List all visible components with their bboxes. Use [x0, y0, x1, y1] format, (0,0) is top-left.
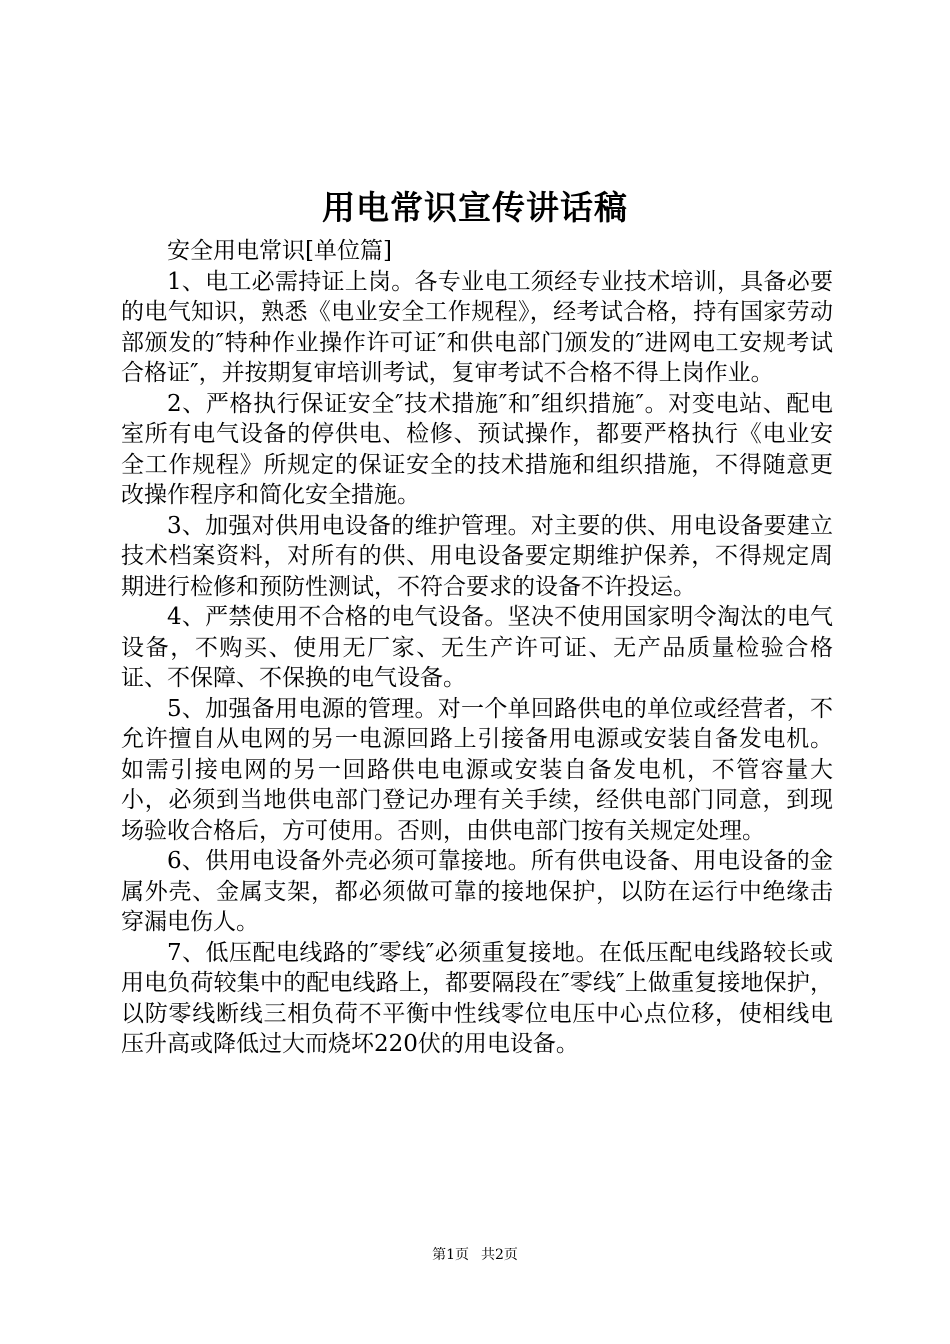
paragraph-5: 5、加强备用电源的管理。对一个单回路供电的单位或经营者，不允许擅自从电网的另一电源回路上引接备用电源或安装自备发电机。如需引接电网的另一回路供电电源或安装自备发电机，不管容量大小，必须到当地供电部门登记办理有关手续，经供电部门同意，到现场验收合格后，方可使用。否则，由供电部门按有关规定处理。 [121, 695, 833, 844]
paragraph-7: 7、低压配电线路的″零线″必须重复接地。在低压配电线路较长或用电负荷较集中的配电线路上，都要隔段在″零线″上做重复接地保护，以防零线断线三相负荷不平衡中性线零位电压中心点位移，使相线电压升高或降低过大而烧坏220伏的用电设备。 [121, 939, 833, 1057]
page-number: 第1页 [432, 1247, 469, 1263]
page-footer [0, 1244, 950, 1264]
paragraph-2: 2、严格执行保证安全″技术措施″和″组织措施″。对变电站、配电室所有电气设备的停供电、检修、预试操作，都要严格执行《电业安全工作规程》所规定的保证安全的技术措施和组织措施，不得随意更改操作程序和简化安全措施。 [121, 390, 833, 508]
paragraph-4: 4、严禁使用不合格的电气设备。坚决不使用国家明令淘汰的电气设备，不购买、使用无厂家、无生产许可证、无产品质量检验合格证、不保障、不保换的电气设备。 [121, 604, 833, 691]
page-total: 共2页 [481, 1247, 518, 1263]
document-subtitle: 安全用电常识[单位篇] [167, 238, 392, 264]
document-title: 用电常识宣传讲话稿 [322, 188, 628, 227]
paragraph-6: 6、供用电设备外壳必须可靠接地。所有供电设备、用电设备的金属外壳、金属支架，都必须做可靠的接地保护，以防在运行中绝缘击穿漏电伤人。 [121, 848, 833, 935]
paragraph-1: 1、电工必需持证上岗。各专业电工须经专业技术培训，具备必要的电气知识，熟悉《电业安全工作规程》，经考试合格，持有国家劳动部颁发的″特种作业操作许可证″和供电部门颁发的″进网电工安规考试合格证″，并按期复审培训考试，复审考试不合格不得上岗作业。 [121, 268, 833, 386]
document-body [121, 236, 833, 1060]
paragraph-3: 3、加强对供用电设备的维护管理。对主要的供、用电设备要建立技术档案资料，对所有的供、用电设备要定期维护保养，不得规定周期进行检修和预防性测试，不符合要求的设备不许投运。 [121, 512, 833, 600]
